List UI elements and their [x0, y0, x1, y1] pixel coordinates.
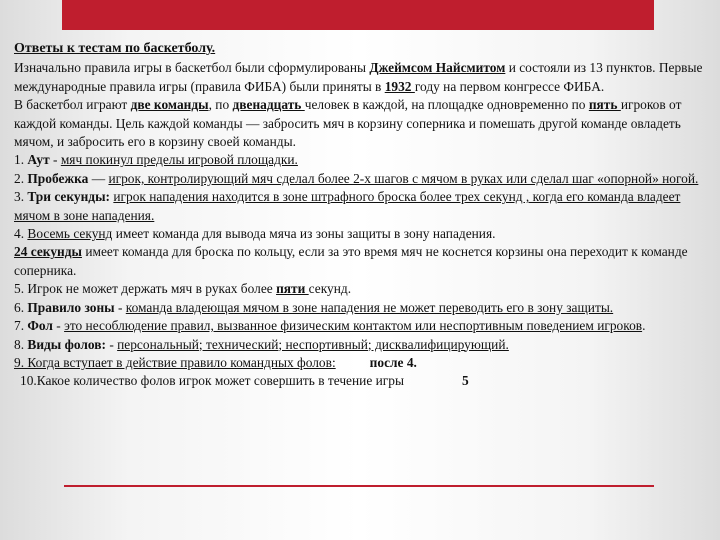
twelve-players: двенадцать [232, 97, 305, 113]
answer-item-9 [14, 354, 704, 372]
footer-accent-line [64, 485, 654, 487]
answer-player-fouls: 5 [461, 373, 469, 389]
answer-three-seconds: игрок нападения находится в зоне штрафного броска более трех секунд , когда его команда владеет мячом в зоне нападения. [14, 189, 681, 223]
answer-item-4: 4. Восемь секунд имеет команда для вывода мяча из зоны защиты в зону нападения. [14, 226, 496, 242]
answer-item-3: 3. Три секунды: игрок нападения находится в зоне штрафного броска более трех секунд , когда его команда владеет мячом в зоне нападения. [14, 189, 681, 223]
answer-item-8: 8. Виды фолов: - персональный; технический; неспортивный; дисквалифицирующий. [14, 336, 509, 352]
term-out: Аут [27, 152, 50, 168]
term-three-seconds: Три секунды: [27, 189, 110, 205]
answer-foul-types: персональный; технический; неспортивный; дисквалифицирующий. [117, 336, 509, 352]
answer-item-24: 24 секунды имеет команда для броска по кольцу, если за это время мяч не коснется корзины она переходит к команде соперника. [14, 244, 688, 278]
term-eight-seconds: Восемь секунд [27, 226, 113, 242]
rules-year: 1932 [384, 78, 415, 94]
teams-paragraph: В баскетбол играют две команды, по двенадцать человек в каждой, на площадке одновременно по пять игроков от каждой команды. Цель каждой команды — забросить мяч в корзину соперника и помешать другой команде овладеть мячом, и забросить его в корзину своей команды. [14, 97, 682, 150]
answer-zone-rule: команда владеющая мячом в зоне нападения не может переводить его в зону защиты. [125, 299, 614, 315]
answer-out: мяч покинул пределы игровой площадки. [60, 152, 298, 168]
answer-item-6: 6. Правило зоны - команда владеющая мячом в зоне нападения не может переводить его в зону защиты. [14, 299, 614, 315]
answer-item-7: 7. Фол - это несоблюдение правил, вызванное физическим контактом или неспортивным поведением игроков. [14, 318, 646, 334]
five-seconds: пяти [276, 281, 309, 297]
term-travel: Пробежка [27, 170, 89, 186]
page-title: Ответы к тестам по баскетболу. [14, 41, 216, 56]
five-players: пять [588, 97, 621, 113]
naismith-name: Джеймсом Найсмитом [369, 60, 506, 76]
header-accent-bar [62, 0, 654, 30]
answer-travel: игрок, контролирующий мяч сделал более 2-х шагов с мячом в руках или сделал шаг «опорной» ногой. [108, 170, 699, 186]
term-foul-types: Виды фолов: [27, 336, 106, 352]
term-foul: Фол [27, 318, 53, 334]
answer-foul: это несоблюдение правил, вызванное физическим контактом или неспортивным поведением игроков [64, 318, 643, 334]
question-team-fouls: 9. Когда вступает в действие правило командных фолов: [14, 354, 336, 370]
answer-team-fouls: после 4. [369, 354, 417, 370]
intro-paragraph: Изначально правила игры в баскетбол были сформулированы Джеймсом Найсмитом и состояли из 13 пунктов. Первые международные правила игры (правила ФИБА) были приняты в 1932 году на первом конгрессе ФИБА. [14, 60, 703, 94]
answer-item-2: 2. Пробежка — игрок, контролирующий мяч сделал более 2-х шагов с мячом в руках или сделал шаг «опорной» ногой. [14, 170, 699, 186]
question-player-fouls: 10.Какое количество фолов игрок может совершить в течение игры [20, 373, 404, 389]
term-zone-rule: Правило зоны [27, 299, 115, 315]
answer-item-10 [14, 372, 704, 390]
two-teams: две команды [130, 97, 209, 113]
answer-item-1: 1. Аут - мяч покинул пределы игровой площадки. [14, 152, 298, 168]
answers-document [14, 40, 704, 391]
term-24-seconds: 24 секунды [14, 244, 82, 260]
answer-item-5: 5. Игрок не может держать мяч в руках более пяти секунд. [14, 281, 352, 297]
